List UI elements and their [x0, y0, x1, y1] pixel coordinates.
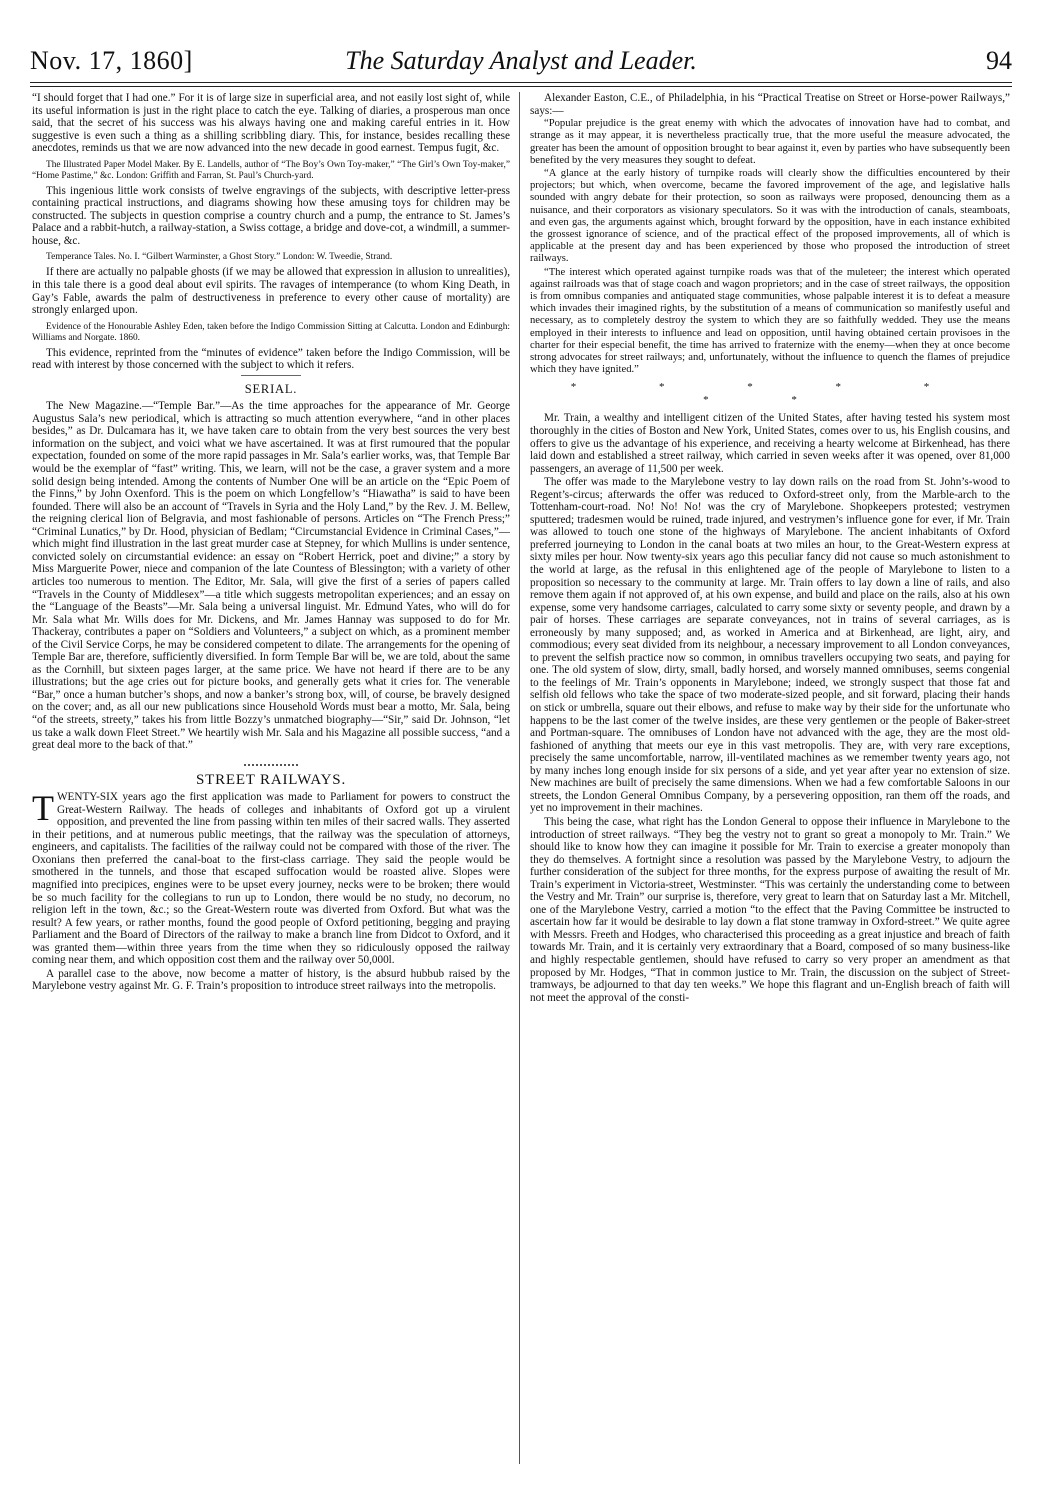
column-divider [519, 92, 520, 1464]
asterisk-divider: * * * * * * * [570, 381, 970, 406]
review-paragraph: If there are actually no palpable ghosts (if we may be allowed that expression in allusion to unrealities), in this tale there is a good deal about evil spirits. The ravages of intemperance (to whom King Death, in Gay’s Fable, awards the palm of destructiveness in preference to every other cause of mortality) are strongly enlarged upon. [32, 266, 510, 317]
serial-heading: SERIAL. [244, 381, 298, 396]
marylebone-paragraph: The offer was made to the Marylebone vestry to lay down rails on the road from St. John’s-wood to Regent’s-circus; afterwards the offer was reduced to Oxford-street only, from the Marble-arch to the Tottenham-court-road. No! No! No! was the cry of Marylebone. Shopkeepers protested; vestrymen sputtered; tradesmen would be ruined, trade injured, and vestrymen’s influence gone for ever, if Mr. Train was allowed to touch one stone of the highways of Marylebone. The ancient inhabitants of Oxford preferred journeying to London in the canal boats at two miles an hour, to the Great-Western express at sixty miles per hour. Now twenty-six years ago this peculiar fancy did not cause so much astonishment to the world at large, as the refusal in this enlightened age of the people of Marylebone to listen to a proposition so necessary to the community at large. Mr. Train offers to lay down a line of rails, and also remove them again if not approved of, at his own expense, and build and place on the rails, also at his own expense, some very handsome carriages, calculated to carry some sixty or seventy people, and drawn by a pair of horses. These carriages are separate conveyances, not in trains of several carriages, as is erroneously by many supposed; and, as worked in America and at Birkenhead, are light, airy, and commodious; every seat divided from its neighbour, a necessary improvement to all London conveyances, to prevent the selfish practice now so common, in omnibus travellers occupying two seats, and paying for one. The old system of slow, dirty, small, badly horsed, and worsely manned omnibuses, seems congenial to the feelings of Mr. Train’s opponents in Marylebone; indeed, we strongly suspect that those fat and selfish old fellows who take the space of two moderate-sized people, and sit forward, placing their hands on stick or umbrella, square out their elbows, and refuse to make way by their side for the unfortunate who happens to be the last comer of the twelve insides, are these very gentlemen or the people of Baker-street and Portman-square. The omnibuses of London have not advanced with the age, they are the most old-fashioned of anything that meets our eye in this vast metropolis. They are, with very rare exceptions, precisely the same uncomfortable, narrow, ill-ventilated machines as we remember twenty years ago, not by many inches long enough inside for six persons of a side, and yet year after year no extension of size. New machines are built of precisely the same dimensions. When we had a few comfortable Saloons in our streets, the London General Omnibus Company, by a persevering opposition, ran them off the roads, and yet no improvement in their machines. [530, 476, 1010, 815]
quote-paragraph: “The interest which operated against turnpike roads was that of the muleteer; the interest which operated against railroads was that of stage coach and wagon proprietors; and in the case of street railways, the opposition is from omnibus companies and antiquated stage communities, whose palpable interest it is to defeat a measure which invades their imagined rights, by the substitution of a means of communication so manifestly useful and necessary, as to completely destroy the system to which they are so faithfully wedded. They use the means employed in their interests to influence and lead on opposition, until having obtained certain provisoes in the charter for their especial benefit, the time has arrived to fraternize with the enemy—when they at once become strong advocates for street railways; and, unfortunately, without the influence to quench the flames of prejudice which they have ignited.” [530, 266, 1010, 376]
street-railways-heading: STREET RAILWAYS. [195, 771, 347, 788]
book-notice-indigo-commission: Evidence of the Honourable Ashley Eden, taken before the Indigo Commission Sitting at Calcutta. London and Edinburgh: Williams and Norgate. 1860. [32, 321, 510, 343]
street-railways-text: WENTY-SIX years ago the first application was made to Parliament for powers to construct the Great-Western Railway. The heads of colleges and inhabitants of Oxford got up a virulent opposition, and prevented the line from passing within ten miles of their sacred walls. They asserted in their petitions, and at numerous public meetings, that the railway was the speculation of attorneys, engineers, and capitalists. The facilities of the railway could not be compared with those of the river. The Oxonians then preferred the canal-boat to the first-class carriage. They said the people would be smothered in the tunnels, and those that escaped suffocation would be roasted alive. Slopes were magnified into precipices, engines were to be upset every journey, necks were to be broken; there would be so much facility for the collegians to run up to London, there would be no study, no decorum, no religion left in the town, &c.; so the Great-Western route was diverted from Oxford. But what was the result? A few years, or rather months, found the good people of Oxford petitioning, begging and praying Parliament and the Board of Directors of the railway to make a branch line from Didcot to Oxford, and it was granted them—within three years from the time when they so ridiculously opposed the railway coming near them, and which opposition cost them and the railway over 50,000l. [32, 791, 510, 967]
diary-review-paragraph: “I should forget that I had one.” For it is of large size in superficial area, and not easily lost sight of, while its useful information is just in the right place to catch the eye. Talking of diaries, a prosperous man once said, that the secret of his success was his always having one and making careful entries in it. How suggestive is even such a thing as a shilling scribbling diary. This, for instance, besides recalling these anecdotes, reminds us that we are now advanced into the new decade in good earnest. Tempus fugit, &c. [32, 92, 510, 155]
page-number: 94 [986, 46, 1012, 75]
easton-intro: Alexander Easton, C.E., of Philadelphia, in his “Practical Treatise on Street or Horse-power Railways,” says:— [530, 92, 1010, 117]
left-column [32, 92, 510, 1464]
right-column [530, 92, 1010, 1464]
street-railways-paragraph-2: A parallel case to the above, now become a matter of history, is the absurd hubbub raised by the Marylebone vestry against Mr. G. F. Train’s proposition to introduce street railways into the metropolis. [32, 967, 510, 993]
quote-paragraph: “A glance at the early history of turnpike roads will clearly show the difficulties encountered by their projectors; but which, when overcome, became the favored improvement of the age, and legislative halls sounded with angry debate for their protection, so soon as railways were proposed, denouncing them as a nuisance, and their corporators as visionary speculators. So it was with the introduction of canals, steamboats, and even gas, the arguments against which, brought forward by the opposition, have in each instance exhibited the grossest ignorance of science, and of the practical effect of the proposed improvements, all of which is applicable at the present day and has been experienced by those who proposed the introduction of street railways. [530, 167, 1010, 265]
masthead-rule-thin [30, 86, 1012, 87]
publication-title: The Saturday Analyst and Leader. [345, 46, 697, 75]
train-paragraph: Mr. Train, a wealthy and intelligent citizen of the United States, after having tested his system most thoroughly in the cities of Boston and New York, United States, comes over to us, his English cousins, and offers to give us the advantage of his experience, and receiving a hearty welcome at Birkenhead, has there laid down and established a street railway, which carried in seven weeks after it was opened, over 81,000 passengers, an average of 11,500 per week. [530, 412, 1010, 475]
serial-paragraph: The New Magazine.—“Temple Bar.”—As the time approaches for the appearance of Mr. George Augustus Sala’s new periodical, which is attracting so much attention everywhere, “and in other places besides,” as Dr. Dulcamara has it, we have taken care to obtain from the very best sources the very best information on the subject, and voici what we have ascertained. It was at first rumoured that the popular expectation, founded on some of the more rapid passages in Mr. Sala’s earlier works, was, that Temple Bar would be the exemplar of “fast” writing. This, we learn, will not be the case, a graver system and a more solid design being intended. Among the contents of Number One will be an article on the “Epic Poem of the Finns,” by John Oxenford. This is the poem on which Longfellow’s “Hiawatha” is said to have been founded. There will also be an account of “Travels in Syria and the Holy Land,” by the Rev. J. M. Bellew, the reigning clerical lion of Belgravia, and most fashionable of persons. Articles on “The French Press;” “Criminal Lunatics,” by Dr. Hood, physician of Bedlam; “Circumstancial Evidence in Criminal Cases,”—which might find illustration in the last great murder case at Stepney, for which Mullins is under sentence, convicted solely on circumstantial evidence: an essay on “Robert Herrick, poet and divine;” a story by Miss Marguerite Power, niece and companion of the late Countess of Blessington; with a variety of other articles too numerous to mention. The Editor, Mr. Sala, will give the first of a series of papers called “Travels in the County of Middlesex”—a title which suggests metropolitan experiences; and an essay on the “Language of the Beasts”—Mr. Sala being a universal linguist. Mr. Edmund Yates, who will do for Mr. Sala what Mr. Wills does for Mr. Dickens, and Mr. James Hannay was supposed to do for Mr. Thackeray, contributes a paper on “Soldiers and Volunteers,” a subject on which, as a prominent member of the Civil Service Corps, he may be considered competent to dilate. The arrangements for the opening of Temple Bar are, therefore, sufficiently diversified. In form Temple Bar will be, we are told, about the same as the Cornhill, but sixteen pages larger, at the same price. We have not heard if there are to be any illustrations; but the age cries out for picture books, and generally gets what it cries for. The venerable “Bar,” once a human butcher’s shops, and now a banker’s strong box, will, of course, be bravely designed on the cover; and, as all our new publications since Household Words must bear a motto, Mr. Sala, being “of the streets, streety,” takes his from little Bozzy’s unmatched biography—“Sir,” said Dr. Johnson, “let us take a walk down Fleet Street.” We heartily wish Mr. Sala and his Magazine all possible success, “and a great deal more to the back of that.” [32, 400, 510, 752]
ornamental-divider [244, 764, 298, 766]
issue-date: Nov. 17, 1860] [30, 46, 193, 75]
masthead [30, 40, 1012, 80]
london-general-paragraph: This being the case, what right has the London General to oppose their influence in Marylebone to the introduction of street railways. “They beg the vestry not to grant so great a monopoly to Mr. Train.” We should like to know how they can imagine it possible for Mr. Train to exercise a greater monopoly than they do themselves. A fortnight since a resolution was passed by the Marylebone Vestry, to adjourn the further consideration of the subject for three months, for the express purpose of awaiting the result of Mr. Train’s experiment in Victoria-street, Westminster. “This was certainly the understanding come to between the Vestry and Mr. Train” our surprise is, therefore, very great to learn that on Saturday last a Mr. Mitchell, one of the Marylebone Vestry, carried a motion “to the effect that the Paving Committee be instructed to ascertain how far it would be desirable to lay down a flat stone tramway in Oxford-street.” We quite agree with Messrs. Freeth and Hodges, who characterised this proceeding as a great injustice and breach of faith towards Mr. Train, and it is certainly very extraordinary that a Board, composed of so many business-like and highly respectable gentlemen, should have refused to carry so very proper an amendment as that proposed by Mr. Hodges, “That in common justice to Mr. Train, the discussion on the subject of Street-tramways, be adjourned to that day ten weeks.” We hope this flagrant and un-English breach of faith will not meet the approval of the consti- [530, 815, 1010, 1004]
book-notice-paper-model-maker: The Illustrated Paper Model Maker. By E. Landells, author of “The Boy’s Own Toy-maker,” “The Girl’s Own Toy-maker,” “Home Pastime,” &c. London: Griffith and Farran, St. Paul’s Church-yard. [32, 159, 510, 181]
street-railways-paragraph [32, 788, 510, 967]
quote-paragraph: “Popular prejudice is the great enemy with which the advocates of innovation have had to combat, and strange as it may appear, it is nevertheless practically true, that the more useful the measure advocated, the greater has been the amount of opposition brought to bear against it, even by parties who have subsequently been benefited by the very measures they sought to defeat. [530, 118, 1010, 166]
section-divider [241, 375, 301, 376]
review-paragraph: This evidence, reprinted from the “minutes of evidence” taken before the Indigo Commission, will be read with interest by those concerned with the subject to which it refers. [32, 346, 510, 372]
review-paragraph: This ingenious little work consists of twelve engravings of the subjects, with descriptive letter-press containing practical instructions, and diagrams showing how these amusing toys for children may be constructed. The subjects in question comprise a country church and a pump, the entrance to St. James’s Palace and a rabbit-hutch, a railway-station, a Swiss cottage, a bridge and dove-cot, a windmill, a summer-house, &c. [32, 184, 510, 247]
masthead-rule [30, 82, 1012, 83]
drop-cap: T [32, 788, 54, 829]
book-notice-temperance-tales: Temperance Tales. No. I. “Gilbert Warminster, a Ghost Story.” London: W. Tweedie, Strand. [46, 252, 393, 263]
